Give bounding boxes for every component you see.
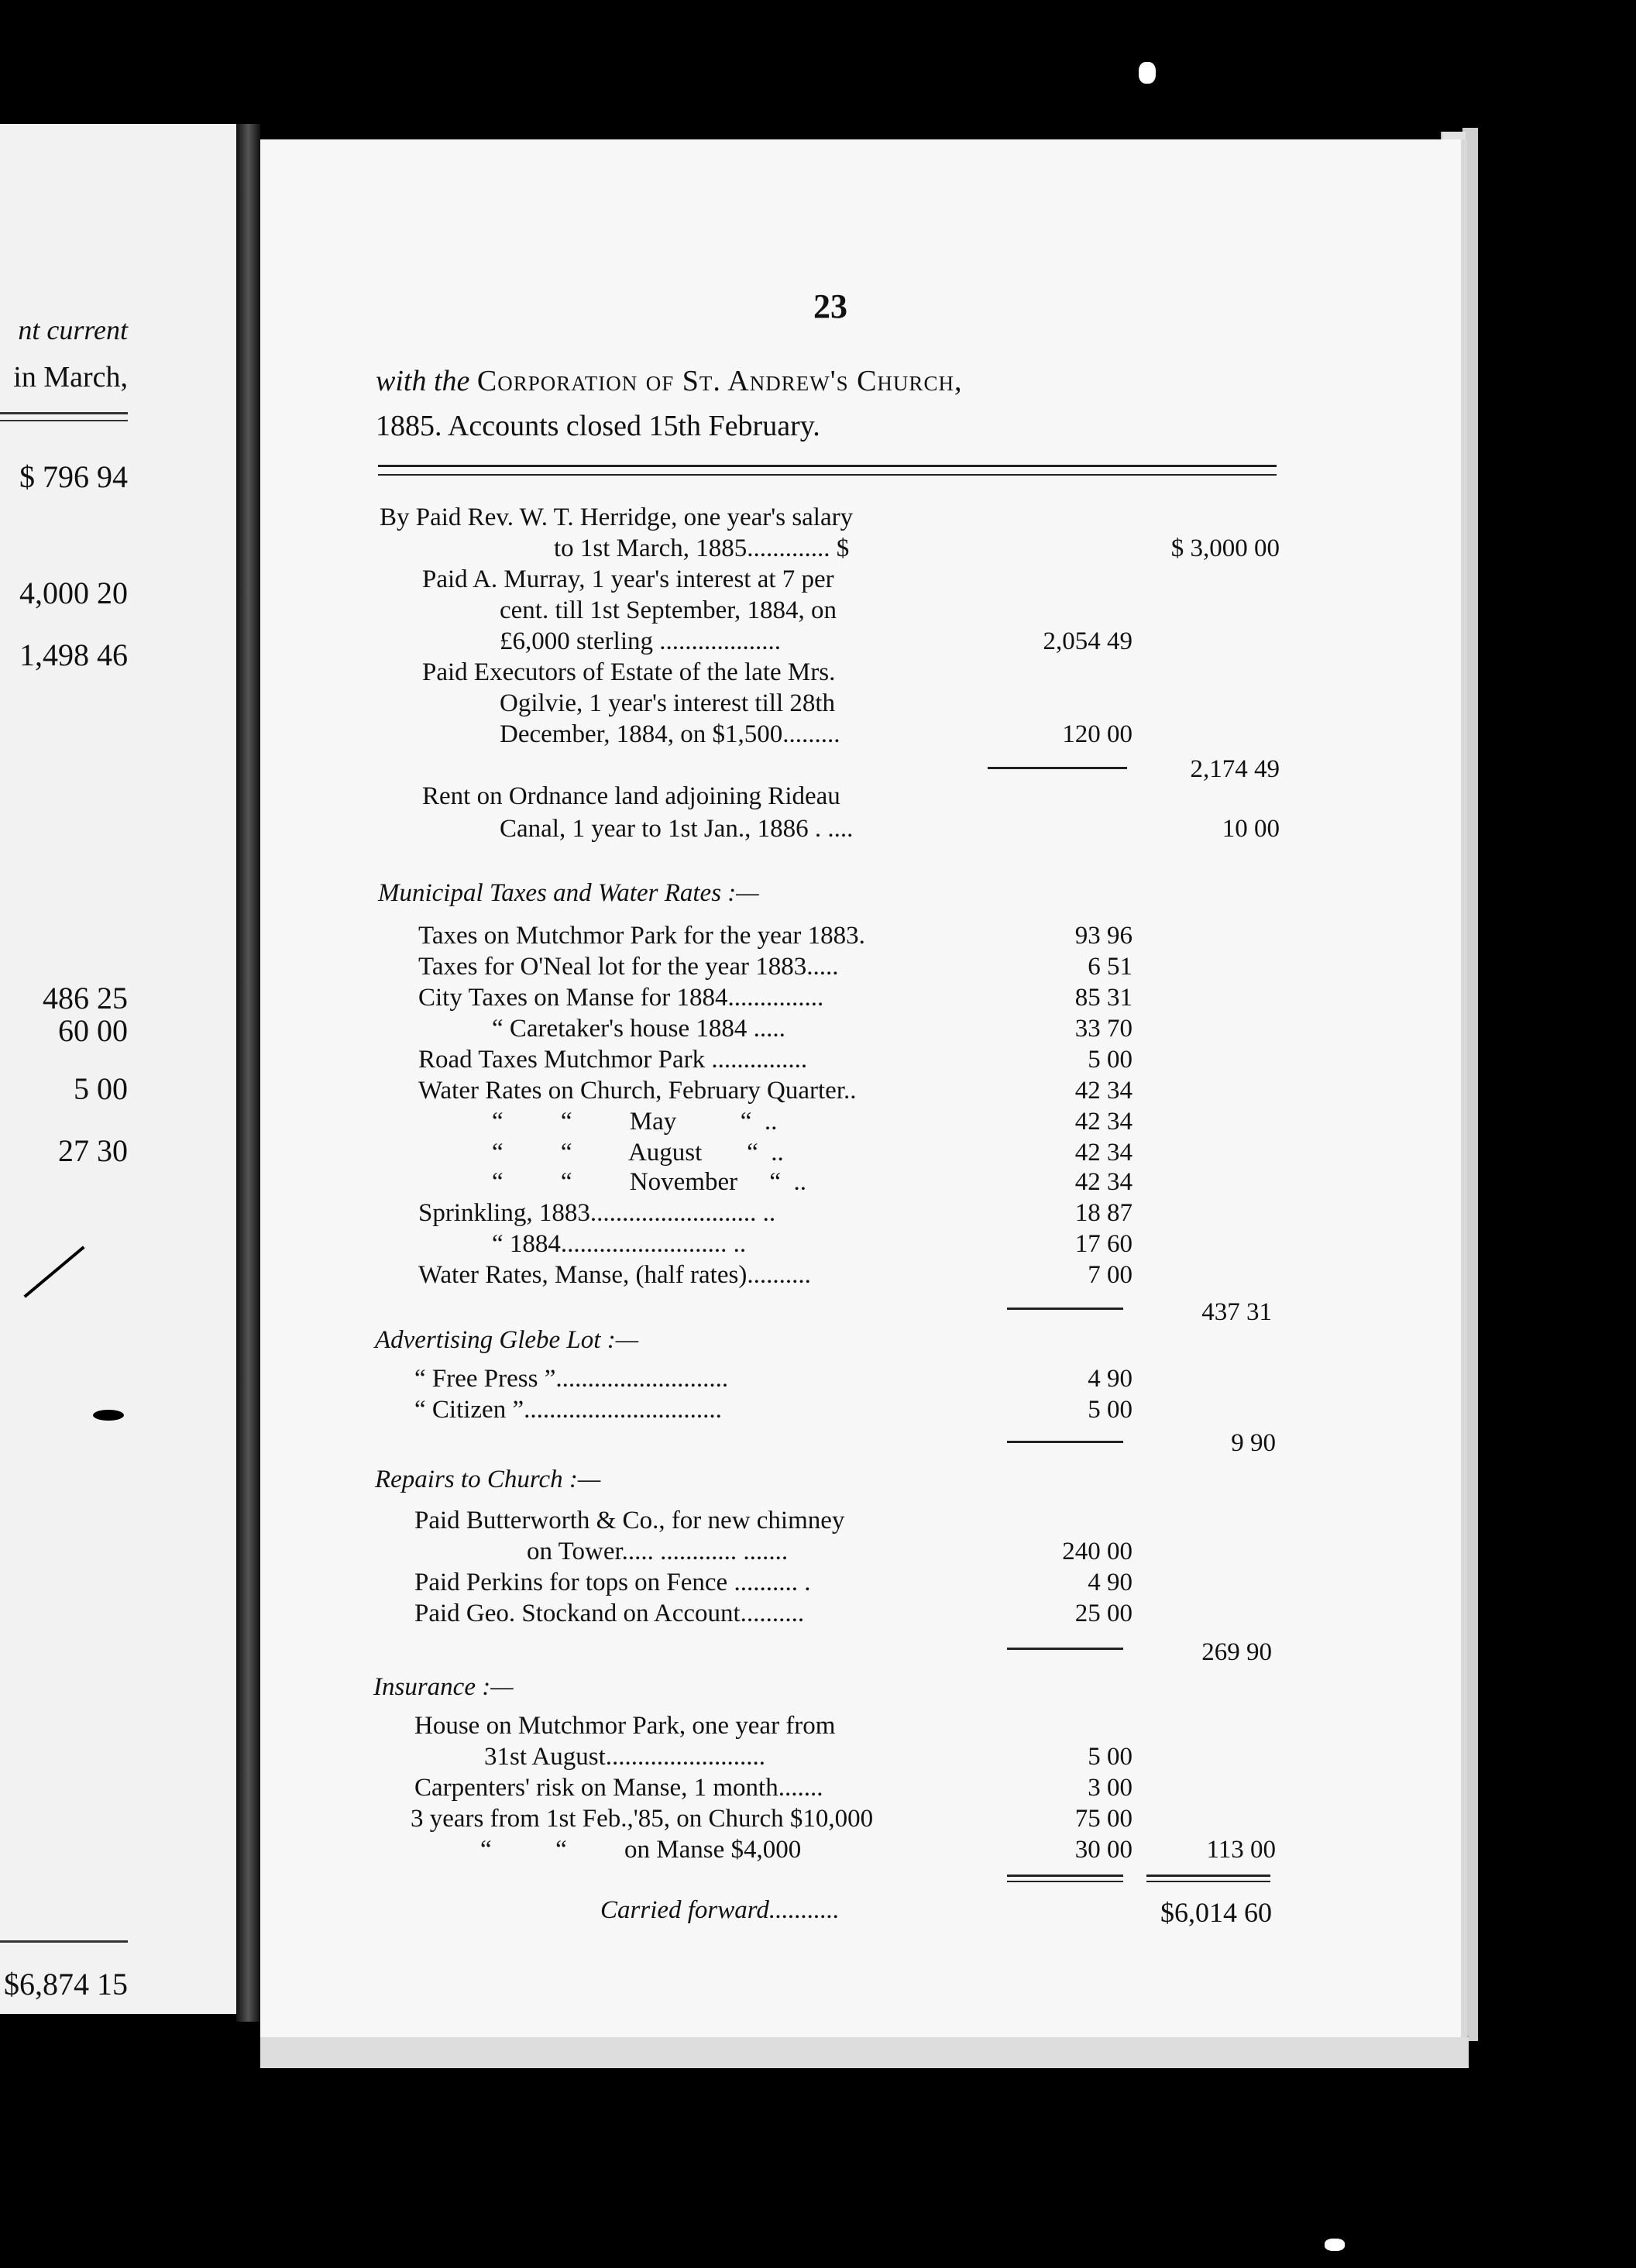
entry-amount-col2: $ 3,000 00 [1170,534,1280,562]
section-amount: 30 00 [1074,1836,1132,1864]
section-amount: 18 87 [1074,1199,1132,1227]
header-rule [378,474,1277,476]
entry-amount-col2: 10 00 [1222,815,1280,843]
scan-speck [1139,62,1156,84]
page-bottom-edge [260,2036,1469,2068]
subtotal-rule [1007,1875,1123,1877]
section-total: 113 00 [1206,1836,1276,1864]
section-amount: 5 00 [1088,1743,1132,1771]
entry-text: Rent on Ordnance land adjoining Rideau [422,782,840,810]
section-title: Repairs to Church :— [375,1466,601,1493]
section-amount: 42 34 [1074,1108,1132,1136]
section-amount: 4 90 [1088,1569,1132,1596]
header-rule [378,465,1277,467]
left-page [0,124,236,2014]
left-header-1: nt current [18,314,128,345]
section-row: 31st August......................... [484,1743,766,1771]
section-amount: 3 00 [1088,1774,1132,1802]
section-row: Carpenters' risk on Manse, 1 month....... [414,1774,823,1802]
section-amount: 33 70 [1074,1015,1132,1043]
left-value: 486 25 [43,981,128,1015]
section-row: “ Citizen ”............................... [414,1396,722,1424]
left-value: 27 30 [58,1133,128,1168]
section-row: House on Mutchmor Park, one year from [414,1712,836,1740]
entry-text: to 1st March, 1885............. $ [554,534,850,562]
section-title: Advertising Glebe Lot :— [375,1326,639,1354]
section-amount: 42 34 [1074,1168,1132,1196]
section-amount: 75 00 [1074,1805,1132,1833]
section-row: Water Rates on Church, February Quarter.. [418,1077,857,1105]
subtotal-rule [1007,1441,1123,1443]
left-rule-2 [0,420,128,421]
entry-text: Ogilvie, 1 year's interest till 28th [500,689,836,717]
ink-blot [93,1410,124,1421]
carried-forward-label: Carried forward........... [600,1896,840,1924]
left-total-rule [0,1940,128,1943]
entry-text: cent. till 1st September, 1884, on [500,596,837,624]
section-amount: 4 90 [1088,1365,1132,1393]
section-title: Municipal Taxes and Water Rates :— [378,879,759,907]
section-amount: 42 34 [1074,1139,1132,1167]
total-rule [1146,1875,1270,1877]
section-row: “ “ on Manse $4,000 [480,1836,802,1864]
section-row: Sprinkling, 1883.......................... .. [418,1199,776,1227]
entry-text: December, 1884, on $1,500......... [500,720,840,748]
left-header-2: in March, [13,361,128,393]
section-total: 269 90 [1201,1638,1272,1666]
section-row: Road Taxes Mutchmor Park ............... [418,1046,808,1074]
section-amount: 85 31 [1074,984,1132,1012]
left-value: 60 00 [58,1013,128,1048]
left-value: 4,000 20 [19,576,128,610]
subtotal-rule [1007,1308,1123,1310]
page-header-line-1: with the Corporation of St. Andrew's Church, [376,365,963,397]
book-fold [236,124,260,2022]
page-header-line-2: 1885. Accounts closed 15th February. [376,410,820,442]
subtotal-rule [1007,1648,1123,1650]
left-value: $ 796 94 [19,459,128,494]
entry-text: £6,000 sterling ................... [500,627,781,655]
section-amount: 93 96 [1074,922,1132,950]
left-total: $6,874 15 [4,1967,128,2002]
section-amount: 7 00 [1088,1261,1132,1289]
entry-amount-col2: 2,174 49 [1190,755,1280,783]
section-row: “ “ November “ .. [492,1168,806,1196]
entry-text: Paid Executors of Estate of the late Mrs. [422,658,836,686]
section-row: “ “ May “ .. [492,1108,778,1136]
entry-text: By Paid Rev. W. T. Herridge, one year's salary [380,503,854,531]
section-row: “ “ August “ .. [492,1139,784,1167]
total-rule [1146,1881,1270,1882]
ink-mark [23,1246,84,1297]
section-row: Paid Geo. Stockand on Account.......... [414,1600,805,1627]
left-value: 1,498 46 [19,637,128,672]
entry-amount-col1: 120 00 [1062,720,1132,748]
left-value: 5 00 [74,1071,128,1106]
section-row: Paid Perkins for tops on Fence .......... . [414,1569,811,1596]
section-row: “ 1884.......................... .. [492,1230,747,1258]
scan-speck [1325,2239,1345,2251]
section-row: on Tower..... ............ ....... [527,1538,789,1565]
section-row: “ Caretaker's house 1884 ..... [492,1015,785,1043]
section-amount: 17 60 [1074,1230,1132,1258]
section-row: City Taxes on Manse for 1884............... [418,984,824,1012]
left-rule [0,412,128,414]
section-row: “ Free Press ”........................... [414,1365,729,1393]
entry-text: Canal, 1 year to 1st Jan., 1886 . .... [500,815,854,843]
section-amount: 42 34 [1074,1077,1132,1105]
section-row: 3 years from 1st Feb.,'85, on Church $10,000 [411,1805,874,1833]
section-row: Paid Butterworth & Co., for new chimney [414,1507,845,1534]
section-amount: 5 00 [1088,1396,1132,1424]
section-amount: 240 00 [1062,1538,1132,1565]
subtotal-rule [988,767,1127,769]
entry-amount-col1: 2,054 49 [1043,627,1132,655]
entry-text: Paid A. Murray, 1 year's interest at 7 per [422,565,834,593]
section-total: 9 90 [1231,1429,1276,1457]
page-number: 23 [813,287,847,325]
section-row: Water Rates, Manse, (half rates).......... [418,1261,811,1289]
section-total: 437 31 [1201,1298,1272,1326]
section-title: Insurance :— [373,1673,514,1701]
section-row: Taxes for O'Neal lot for the year 1883..... [418,953,839,981]
carried-forward-amount: $6,014 60 [1160,1897,1272,1928]
section-row: Taxes on Mutchmor Park for the year 1883. [418,922,865,950]
section-amount: 6 51 [1088,953,1132,981]
section-amount: 5 00 [1088,1046,1132,1074]
section-amount: 25 00 [1074,1600,1132,1627]
subtotal-rule [1007,1881,1123,1882]
